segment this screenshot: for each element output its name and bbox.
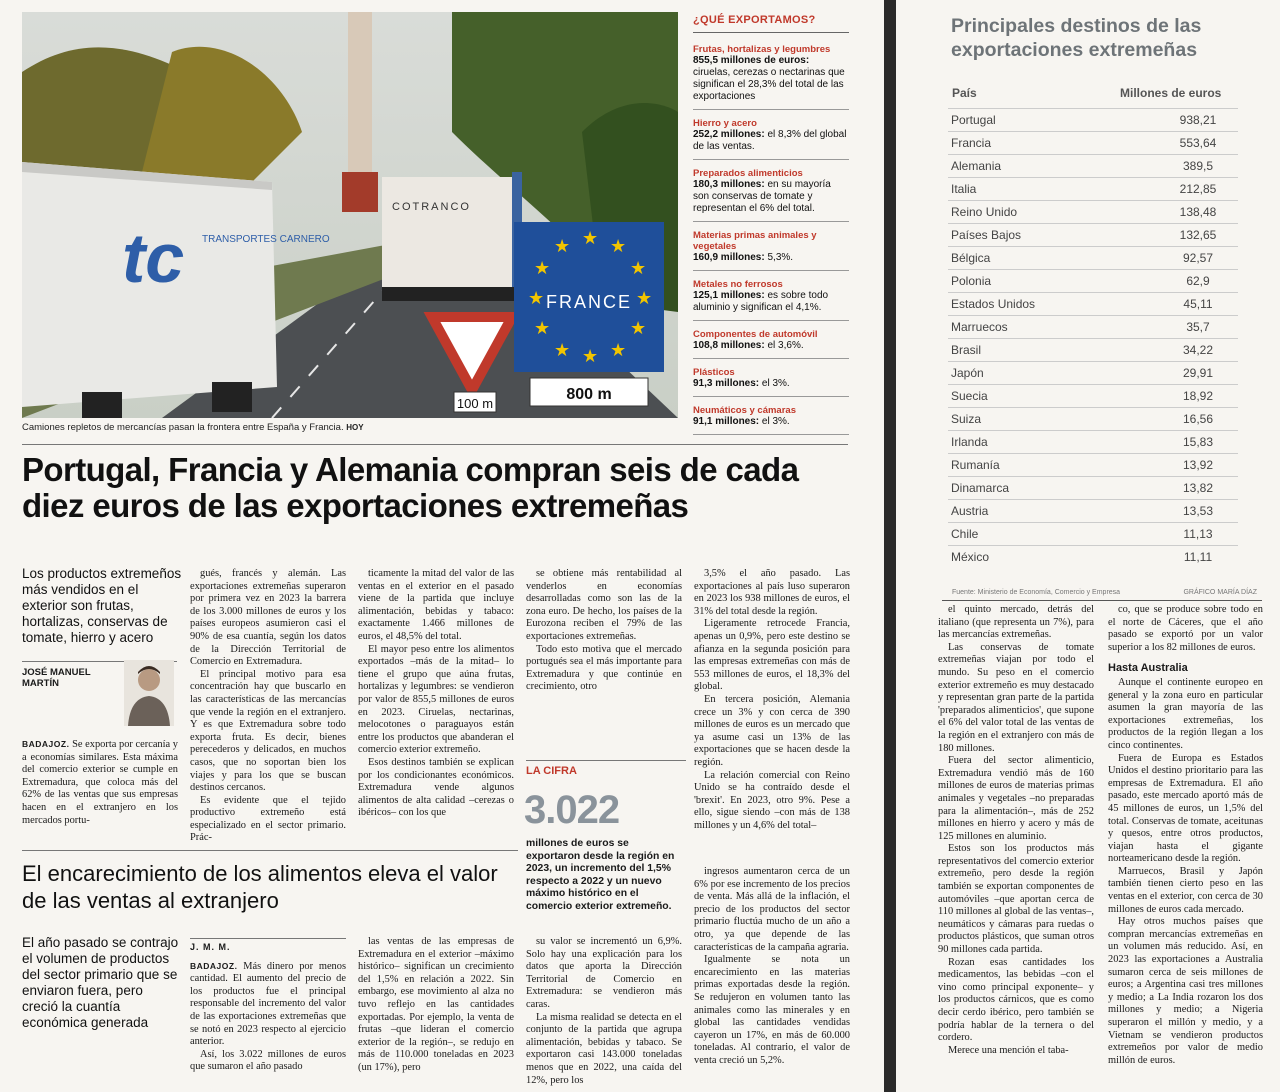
sidebar-item-category: Componentes de automóvil: [693, 329, 818, 340]
paragraph: Fuera del sector alimenticio, Extremadura vendió más de 160 millones de euros de materias primas animales y vegetales –no preparadas para la alimentación–, más de 252 millones en hierro y acero y más de 125 millones en aluminio.: [938, 755, 1094, 842]
sidebar-item-text: [693, 416, 849, 428]
sidebar-item: [693, 165, 849, 222]
chart-row-value: 15,83: [1182, 435, 1214, 449]
second-col-4: [694, 866, 850, 1068]
paragraph: Es evidente que el tejido productivo extremeño está especializado en el sector primario. Prác-: [190, 794, 346, 844]
second-headline: El encarecimiento de los alimentos eleva el valor de las ventas al extranjero: [22, 861, 498, 913]
svg-text:★: ★: [582, 346, 599, 367]
paragraph: La relación comercial con Reino Unido se ha contraído desde el 'brexit'. En 2023, otro 9%. Pese a ello, sigue siendo –con más de 138 millones y un 4,6% del total–: [694, 769, 850, 831]
paragraph: Rozan esas cantidades los medicamentos, las bebidas –con el vino como principal exponente– y los productos cárnicos, que es como decir cerdo ibérico, pero también se podría hablar de la ternera o del cordero.: [938, 956, 1094, 1044]
divider: [22, 444, 848, 445]
chart-row: [948, 361, 1238, 385]
chart-row-country: Irlanda: [951, 435, 988, 449]
chart-row: [948, 108, 1238, 132]
chart-row: [948, 522, 1238, 546]
sidebar-item-category: Metales no ferrosos: [693, 279, 783, 290]
photo-caption: [22, 422, 682, 433]
sidebar-item-text: [693, 378, 849, 390]
sidebar-item-amount: 180,3 millones:: [693, 179, 765, 190]
sidebar-item: [693, 115, 849, 160]
chart-row-value: 18,92: [1182, 389, 1214, 403]
chart-row: [948, 545, 1238, 569]
sidebar-item-desc: el 8,3% del global de las ventas.: [693, 129, 847, 152]
sign-distance: 800 m: [566, 386, 612, 403]
sidebar-item-category: Plásticos: [693, 367, 735, 378]
article-col-3: [358, 568, 514, 820]
chart-row: [948, 407, 1238, 431]
paragraph: su valor se incrementó un 6,9%. Solo hay una explicación para los datos que aporta la Dirección Territorial de Comercio en Extremadura: se vendieron más caras.: [526, 936, 682, 1010]
chart-row-value: 45,11: [1183, 297, 1213, 311]
sidebar-item-category: Neumáticos y cámaras: [693, 405, 796, 416]
sidebar-item-category: Materias primas animales y vegetales: [693, 230, 817, 252]
chart-row: [948, 338, 1238, 362]
divider: [942, 600, 1262, 601]
sidebar-item-category: Hierro y acero: [693, 118, 757, 129]
chart-row-value: 13,53: [1182, 504, 1214, 518]
svg-text:★: ★: [534, 318, 551, 339]
right-page: [896, 0, 1280, 1092]
right-col-2: [1108, 604, 1263, 1067]
chart-row-country: Portugal: [951, 113, 996, 127]
paragraph: Hay otros muchos países que compran mercancías extremeñas en un volumen más reducido. Así, en 2023 las exportaciones a Australia sumaron cerca de seis millones de euros; a Argentina casi tres millones y medio; a La India rozaron los dos millones y medio; a Nigeria superaron el millón y medio, y a Vietnam se vendieron productos extremeños por valor de medio millón de euros.: [1108, 916, 1263, 1066]
sidebar-item-text: [693, 55, 849, 103]
chart-row-value: 553,64: [1179, 136, 1217, 150]
chart-row: [948, 384, 1238, 408]
paragraph: Esos destinos también se explican por los condicionantes económicos. Extremadura vende algunos alimentos de alta calidad –cerezas o ibéricos– con los que: [358, 756, 514, 819]
chart-row-country: Suecia: [951, 389, 988, 403]
paragraph: Merece una mención el taba-: [948, 1044, 1069, 1056]
chart-source: Fuente: Ministerio de Economía, Comercio y Empresa: [952, 589, 1121, 596]
chart-row-value: 62,9: [1186, 274, 1210, 288]
svg-text:★: ★: [630, 318, 647, 339]
second-deck: El año pasado se contrajo el volumen de productos del sector primario que se enviaron fuera, pero creció la cuantía económica generada: [22, 935, 179, 1030]
paragraph: El mayor peso entre los alimentos exportados –más de la mitad– lo tiene el grupo que aúna frutas, hortalizas y legumbres: se vendieron por valor de 855,5 millones de euros en 2023. Ciruelas, nectarinas, melocotones o paraguayos están entre los productos que abanderan el comercio exterior extremeño.: [358, 643, 514, 756]
paragraph: ticamente la mitad del valor de las ventas en el exterior en el pasado viene de la partida que incluye alimentación, bebidas y tabaco: exactamente 1.466 millones de euros, el 48,5% del total.: [358, 568, 514, 642]
svg-text:★: ★: [636, 288, 653, 309]
second-location: BADAJOZ.: [190, 960, 238, 971]
paragraph: Así, los 3.022 millones de euros que sumaron el año pasado: [190, 1048, 346, 1073]
chart-row-value: 16,56: [1182, 412, 1214, 426]
paragraph: Aunque el continente europeo en general y la zona euro en particular asumen la gran mayoría de las exportaciones extremeñas, los productos de la región llegan a los cinco continentes.: [1108, 676, 1263, 751]
sidebar-item-desc: en su mayoría son conservas de tomate y representan el 6% del total.: [693, 179, 831, 214]
sidebar-item-amount: 125,1 millones:: [693, 290, 765, 301]
chart-row-country: Suiza: [951, 412, 982, 426]
article-deck: Los productos extremeños más vendidos en el exterior son frutas, hortalizas, conservas de tomate, hierro y acero: [22, 566, 182, 645]
sidebar-item-amount: 252,2 millones:: [693, 129, 765, 140]
chart-row-value: 389,5: [1182, 159, 1214, 173]
truck-text: TRANSPORTES CARNERO: [202, 234, 330, 245]
author-avatar: [124, 660, 174, 726]
second-author: J. M. M.: [190, 938, 346, 954]
sidebar-item-amount: 108,8 millones:: [693, 340, 765, 351]
sidebar-item: [693, 41, 849, 110]
divider: [22, 850, 518, 851]
chart-row-country: Alemania: [951, 159, 1002, 173]
chart-row-country: Austria: [951, 504, 989, 518]
cifra-label: LA CIFRA: [526, 765, 577, 777]
right-col-1: [938, 604, 1094, 1057]
svg-text:★: ★: [554, 236, 571, 257]
chart-row-country: Chile: [951, 527, 979, 541]
sidebar-item-text: [693, 340, 849, 352]
chart-row-value: 29,91: [1182, 366, 1214, 380]
sign-country: FRANCE: [545, 292, 633, 312]
chart-row-value: 132,65: [1179, 228, 1217, 242]
chart-row-value: 11,11: [1183, 550, 1213, 564]
sidebar-item-desc: es sobre todo aluminio y significan el 4,1%.: [693, 290, 829, 313]
svg-text:★: ★: [534, 258, 551, 279]
chart-row-country: Marruecos: [951, 320, 1008, 334]
sidebar-item-category: Frutas, hortalizas y legumbres: [693, 44, 831, 55]
chart-row-value: 138,48: [1179, 205, 1217, 219]
paragraph: las ventas de las empresas de Extremadura en el exterior –máximo histórico– significan un crecimiento del 1,5% en relación a 2022. Sin embargo, ese movimiento al alza no tuvo reflejo en las cantidades exportadas. Por ejemplo, la venta de frutas –que lideran el comercio exterior de la región–, se redujo en más de 110.000 toneladas en 2023 (un 17%), pero: [358, 936, 514, 1073]
paragraph: ingresos aumentaron cerca de un 6% por ese incremento de los precios de venta. Más allá de la inflación, el precio de los productos del sector primario fluctúa mucho de un año a otro, ya que depende de las características de la campaña agraria.: [694, 866, 850, 953]
sidebar-item-amount: 855,5 millones de euros:: [693, 55, 810, 66]
paragraph: Todo esto motiva que el mercado portugués sea el más importante para Extremadura y que continúe en crecimiento, otro: [526, 643, 682, 693]
paragraph: Fuera de Europa es Estados Unidos el destino prioritario para las empresas de Extremadura. El año pasado, este mercado aportó más de 45 millones de euros, un 1,5% del total. Conservas de tomate, aceitunas y quesos, entre otros productos, viajan hasta el gigante norteamericano desde la región.: [1108, 752, 1263, 865]
svg-text:★: ★: [528, 288, 545, 309]
caption-credit: HOY: [346, 423, 364, 432]
sidebar-item-text: [693, 252, 849, 264]
chart-row-country: Estados Unidos: [951, 297, 1036, 311]
chart-row-value: 212,85: [1179, 182, 1217, 196]
chart-row-value: 11,13: [1183, 527, 1213, 541]
chart-credit: GRÁFICO MARÍA DÍAZ: [1183, 589, 1257, 596]
paragraph: el quinto mercado, detrás del italiano (que representa un 7%), para las mercancías extremeñas.: [938, 604, 1094, 641]
caption-text: Camiones repletos de mercancías pasan la frontera entre España y Francia.: [22, 422, 344, 433]
article-col-5: [694, 568, 850, 832]
paragraph: co, que se produce sobre todo en el norte de Cáceres, que el año pasado se exportó por un valor superior a los 82 millones de euros.: [1108, 604, 1263, 653]
chart-row-country: Países Bajos: [951, 228, 1022, 242]
sidebar-item-text: [693, 290, 849, 314]
sidebar-item-amount: 160,9 millones:: [693, 252, 765, 263]
chart-row-value: 34,22: [1182, 343, 1214, 357]
chart-row: [948, 315, 1238, 339]
sidebar-item-desc: ciruelas, cerezas o nectarinas que significan el 28,3% del total de las exportaciones: [693, 67, 845, 102]
sidebar-title: ¿QUÉ EXPORTAMOS?: [693, 14, 849, 33]
sidebar-item-amount: 91,3 millones:: [693, 378, 760, 389]
sidebar-item: [693, 276, 849, 321]
paragraph: Las conservas de tomate extremeñas viajan por todo el mundo. Su peso en el comercio exterior extremeño es muy destacado y representan gran parte de la partida 'preparados alimenticios', que supone el 6% del valor total de las ventas de la región en el extranjero con más de 180 millones.: [938, 641, 1094, 754]
chart-row-value: 938,21: [1179, 113, 1217, 127]
sidebar-item-category: Preparados alimenticios: [693, 168, 803, 179]
chart-title: Principales destinos de las exportaciones extremeñas: [951, 15, 1202, 61]
article-location: BADAJOZ.: [22, 739, 70, 749]
chart-footer: [952, 589, 1257, 596]
chart-row-value: 13,92: [1182, 458, 1214, 472]
chart-row: [948, 246, 1238, 270]
sidebar-item: [693, 364, 849, 397]
chart-row: [948, 177, 1238, 201]
svg-text:tc: tc: [122, 219, 185, 297]
second-col-3: [526, 936, 682, 1087]
divider: [526, 760, 686, 761]
article-col1-text: Se exporta por cercanía y a economías similares. Esta máxima del comercio exterior se cumple en Extremadura, que coloca más del 62% de las ventas que sus empresas hacen en el extranjero en los mercados portu-: [22, 739, 178, 826]
chart-row: [948, 131, 1238, 155]
article-col-2: [190, 568, 346, 845]
chart-row: [948, 499, 1238, 523]
paragraph: Marruecos, Brasil y Japón también tienen cierto peso en las ventas en el exterior, con cerca de 30 millones de euros cada mercado.: [1108, 865, 1263, 915]
chart-row-value: 13,82: [1182, 481, 1214, 495]
chart-row-country: Japón: [951, 366, 984, 380]
right-subtitle: Hasta Australia: [1108, 662, 1188, 675]
paragraph: se obtiene más rentabilidad al venderlos en economías desarrolladas como son las de la zona euro. De hecho, los países de la Eurozona reciben el 79% de las exportaciones extremeñas.: [526, 568, 682, 642]
chart-row: [948, 269, 1238, 293]
chart-row: [948, 223, 1238, 247]
article-col-1: [22, 738, 178, 827]
chart-row-country: Polonia: [951, 274, 992, 288]
photo-border-crossing: [22, 12, 678, 418]
second-col-2: [358, 936, 514, 1075]
sidebar-item: [693, 227, 849, 271]
paragraph-text: Más dinero por menos cantidad. El aumento del precio de los productos fue el principal responsable del incremento del valor de las exportaciones extremeñas que se notó en 2023 respecto al ejercicio anterior.: [190, 960, 346, 1048]
second-col-1: [190, 940, 346, 1074]
chart-row-country: Dinamarca: [951, 481, 1010, 495]
right-col-2b: [1108, 677, 1263, 1067]
chart-row: [948, 292, 1238, 316]
sidebar-item: [693, 402, 849, 435]
sidebar-item-text: [693, 129, 849, 153]
chart-row-value: 92,57: [1182, 251, 1214, 265]
paragraph: El principal motivo para esa concentración hay que buscarlo en las características de las mercancías que vende la región en el extranjero. Y es que Extremadura sobre todo exporta fruta. Es decir, bienes perecederos y delicados, en muchos casos, que no soportan bien los viajes y para los que se buscan destinos cercanos.: [190, 668, 346, 794]
paragraph: Estos son los productos más representativos del comercio exterior extremeño, pero desde la región también se exportan componentes de automóviles –que aportan cerca de 110 millones al global de las ventas–, neumáticos y cámaras para ruedas o productos plásticos, que suman otros 90 millones cada partida.: [938, 843, 1094, 956]
svg-text:★: ★: [554, 340, 571, 361]
chart-row: [948, 154, 1238, 178]
main-headline: Portugal, Francia y Alemania compran seis de cada diez euros de las exportaciones extremeñas: [22, 451, 799, 524]
chart-row-value: 35,7: [1186, 320, 1210, 334]
chart-row-country: Italia: [951, 182, 977, 196]
paragraph: gués, francés y alemán. Las exportaciones extremeñas superaron por primera vez en 2023 la barrera de los 3.000 millones de euros y los países europeos asumieron casi el 90% de esa cuantía, según los datos de la Dirección Territorial de Comercio en Extremadura.: [190, 568, 346, 668]
sidebar-item: [693, 326, 849, 359]
svg-text:★: ★: [630, 258, 647, 279]
sidebar-item-desc: 5,3%.: [767, 252, 794, 263]
svg-text:★: ★: [610, 340, 627, 361]
cifra-text: millones de euros se exportaron desde la región en 2023, un incremento del 1,5% respecto a 2022 y un nuevo máximo histórico en el comercio exterior extremeño.: [526, 838, 675, 912]
paragraph: 3,5% el año pasado. Las exportaciones al país luso superaron en 2023 los 938 millones de euros, el 31% del total desde la región.: [694, 568, 850, 617]
chart-row: [948, 430, 1238, 454]
chart-row: [948, 476, 1238, 500]
chart-row: [948, 453, 1238, 477]
sidebar-list: [693, 41, 849, 435]
chart-row-country: Francia: [951, 136, 992, 150]
paragraph: La misma realidad se detecta en el conjunto de la partida que agrupa alimentación, bebidas y tabaco. Se exportaron casi 143.000 toneladas menos que en 2022, una caída del 12%, pero los: [526, 1011, 682, 1086]
chart-col-country: País: [952, 86, 977, 100]
right-col-2a: [1108, 604, 1263, 654]
sidebar-item-desc: el 3%.: [761, 416, 790, 427]
sidebar-item-desc: el 3%.: [761, 378, 790, 389]
chart-row-country: Rumanía: [951, 458, 1000, 472]
author-byline: JOSÉ MANUEL MARTÍN: [22, 667, 91, 689]
chart-row-country: Reino Unido: [951, 205, 1018, 219]
chart-col-value: Millones de euros: [1120, 86, 1222, 100]
sidebar-item-amount: 91,1 millones:: [693, 416, 760, 427]
svg-text:★: ★: [610, 236, 627, 257]
sidebar-item-desc: el 3,6%.: [767, 340, 804, 351]
yield-distance: 100 m: [456, 396, 494, 411]
chart-row-country: México: [951, 550, 990, 564]
photo-illustration: [22, 12, 678, 418]
sidebar-item-text: [693, 179, 849, 215]
article-col-4: [526, 568, 682, 694]
svg-text:★: ★: [582, 228, 599, 249]
chart-row-country: Bélgica: [951, 251, 991, 265]
chart-row: [948, 200, 1238, 224]
paragraph: Ligeramente retrocede Francia, apenas un 0,9%, pero este destino se afianza en la segunda posición para las empresas extremeñas con más de 553 millones de euros, el 18,3% del global.: [694, 618, 850, 693]
chart-row-country: Brasil: [951, 343, 982, 357]
paragraph: Igualmente se nota un encarecimiento en las materias primas exportadas desde la región. Se redujeron en volumen tanto las animales como las minerales y en global las cantidades vendidas cayeron un 17%, en más de 60.000 toneladas. Al contrario, el valor de venta creció un 5,2%.: [694, 954, 850, 1066]
paragraph: [190, 960, 346, 1049]
sidebar-que-exportamos: [693, 14, 849, 440]
paragraph: En tercera posición, Alemania crece un 3% y con cerca de 390 millones de euros es un mercado que ya asume casi un 13% de las exportaciones que se hacen desde la región.: [694, 693, 850, 768]
cifra-number: 3.022: [524, 788, 620, 832]
truck2-text: COTRANCO: [392, 201, 471, 213]
